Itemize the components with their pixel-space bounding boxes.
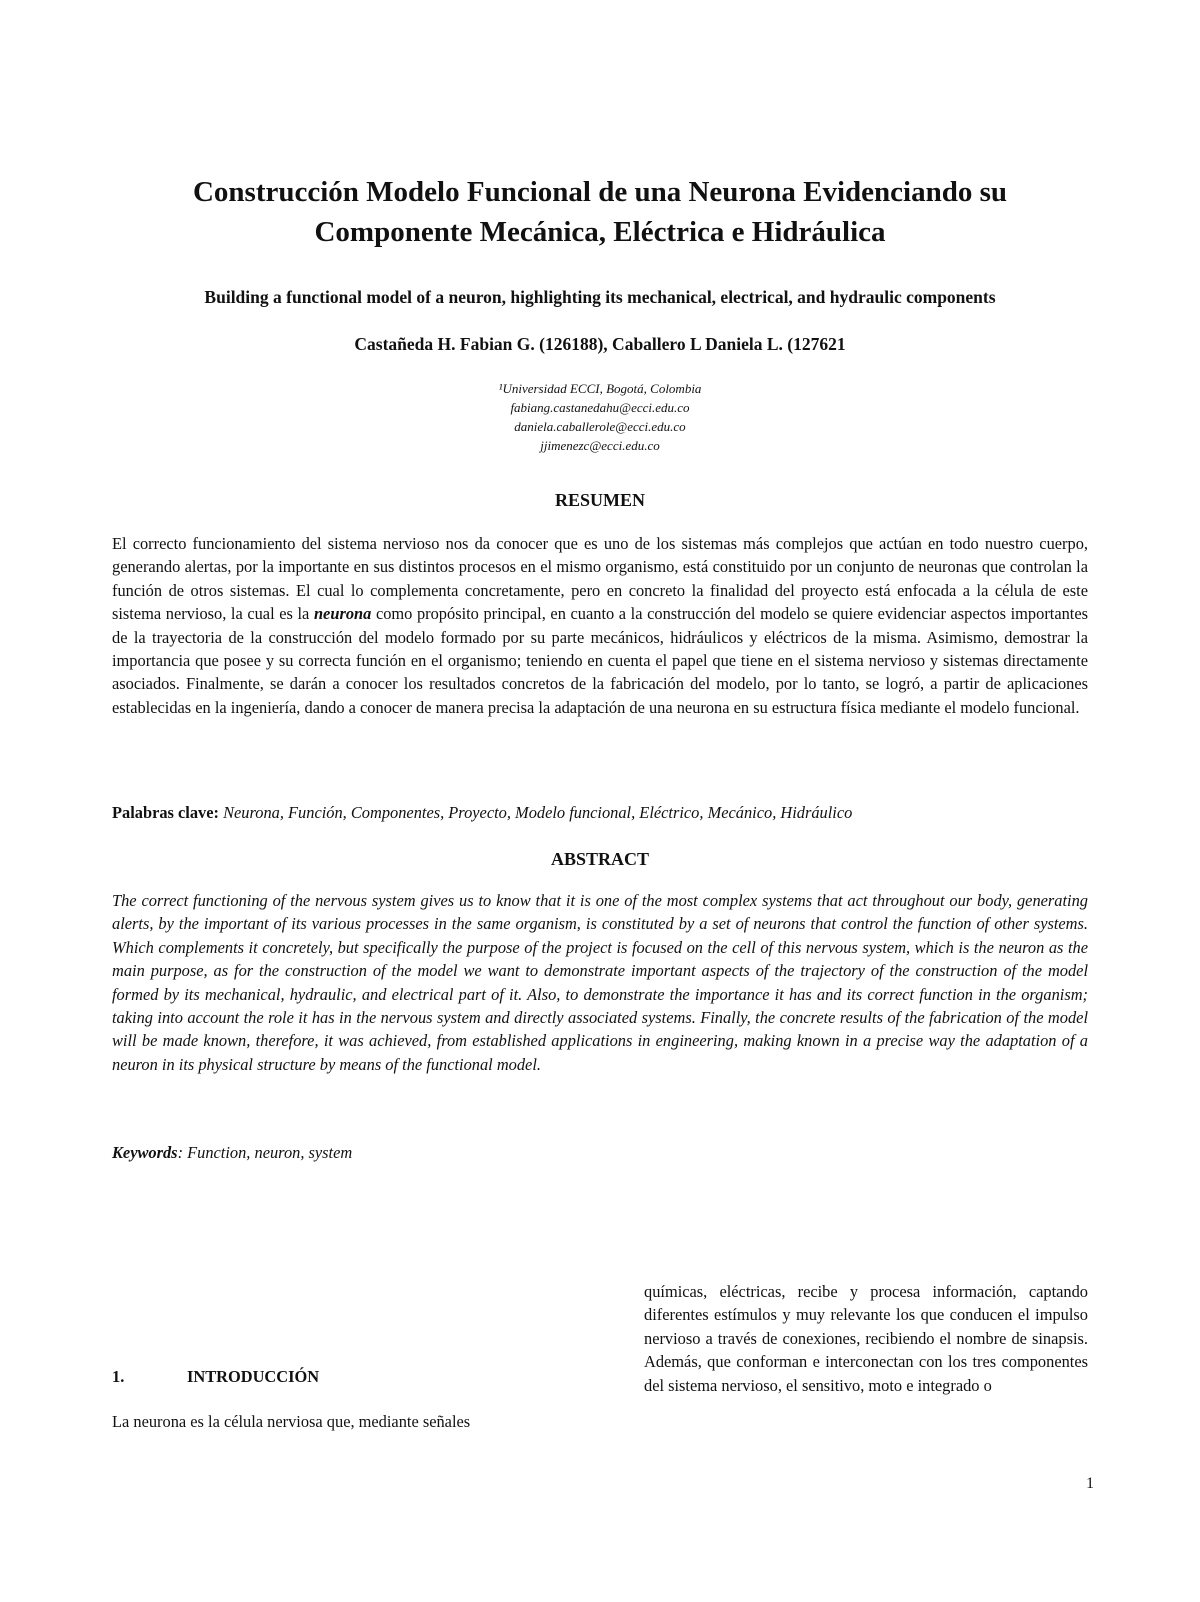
palabras-clave-label: Palabras clave:	[112, 803, 219, 822]
resumen-text-part-2: como propósito principal, en cuanto a la construcción del modelo se quiere evidenciar aspectos importantes de la trayectoria de la construcción del modelo formado por su parte mecánicos, hidráulicos y eléctricos de la misma. Asimismo, demostrar la importancia que posee y su correcta función en el organismo; teniendo en cuenta el papel que tiene en el sistema nervioso y sistemas directamente asociados. Finalmente, se darán a conocer los resultados concretos de la fabricación del modelo, por lo tanto, se logró, a partir de aplicaciones establecidas en la ingeniería, dando a conocer de manera precisa la adaptación de una neurona en su estructura física mediante el modelo funcional.	[112, 604, 1089, 717]
author-email: daniela.caballerole@ecci.edu.co	[514, 419, 686, 434]
resumen-paragraph	[112, 532, 1088, 719]
keywords-label: Keywords	[112, 1143, 178, 1162]
resumen-emphasis: neurona	[313, 604, 372, 624]
title-line-2: Componente Mecánica, Eléctrica e Hidráulica	[314, 216, 886, 248]
english-title: Building a functional model of a neuron, highlighting its mechanical, electrical, and hydraulic components	[204, 287, 996, 307]
institution: ¹Universidad ECCI, Bogotá, Colombia	[498, 381, 702, 396]
intro-right-column: químicas, eléctricas, recibe y procesa información, captando diferentes estímulos y muy relevante los que conducen el impulso nervioso a través de conexiones, recibiendo el nombre de sinapsis. Además, que conforman e interconectan con los tres componentes del sistema nervioso, el sensitivo, moto e integrado o	[644, 1282, 1088, 1395]
keywords-values: : Function, neuron, system	[177, 1143, 353, 1162]
affiliation-block	[300, 379, 900, 455]
keywords	[112, 1142, 1088, 1164]
author-email: fabiang.castanedahu@ecci.edu.co	[510, 400, 690, 415]
resumen-heading: RESUMEN	[554, 490, 645, 510]
palabras-clave	[112, 802, 1088, 824]
palabras-clave-values: Neurona, Función, Componentes, Proyecto, Modelo funcional, Eléctrico, Mecánico, Hidráulico	[223, 803, 853, 822]
authors: Castañeda H. Fabian G. (126188), Caballero L Daniela L. (127621	[354, 334, 846, 354]
abstract-paragraph: The correct functioning of the nervous system gives us to know that it is one of the most complex systems that act throughout our body, generating alerts, by the important of its various processes in the same organism, is constituted by a set of neurons that control the function of other systems. Which complements it concretely, but specifically the purpose of the project is focused on the cell of this nervous system, which is the neuron as the main purpose, as for the construction of the model we want to demonstrate important aspects of the trajectory of the construction of the model formed by its mechanical, hydraulic, and electrical part of it. Also, to demonstrate the importance it has and its correct function in the organism; taking into account the role it has in the nervous system and directly associated systems. Finally, the concrete results of the fabrication of the model will be made known, therefore, it was achieved, from established applications in engineering, making known in a precise way the adaptation of a neuron in its physical structure by means of the functional model.	[112, 891, 1088, 1074]
author-email: jjimenezc@ecci.edu.co	[540, 438, 660, 453]
resumen-text-part-1: El correcto funcionamiento del sistema nervioso nos da conocer que es uno de los sistemas más complejos que actúan en todo nuestro cuerpo, generando alertas, por la importante en sus distintos procesos en el mismo organismo, está constituido por un conjunto de neuronas que controlan la función de otros sistemas. El cual lo complementa concretamente, pero en concreto la finalidad del proyecto está enfocada a la célula de este sistema nervioso, la cual es la	[112, 534, 1088, 624]
abstract-heading: ABSTRACT	[550, 849, 650, 869]
section-title: INTRODUCCIÓN	[187, 1367, 320, 1386]
section-heading-introduccion	[112, 1366, 319, 1388]
intro-left-column: La neurona es la célula nerviosa que, mediante señales	[112, 1412, 471, 1431]
paper-title	[100, 172, 1100, 252]
page-number: 1	[1086, 1475, 1094, 1492]
title-line-1: Construcción Modelo Funcional de una Neurona Evidenciando su	[192, 176, 1007, 208]
section-number: 1.	[112, 1367, 125, 1386]
